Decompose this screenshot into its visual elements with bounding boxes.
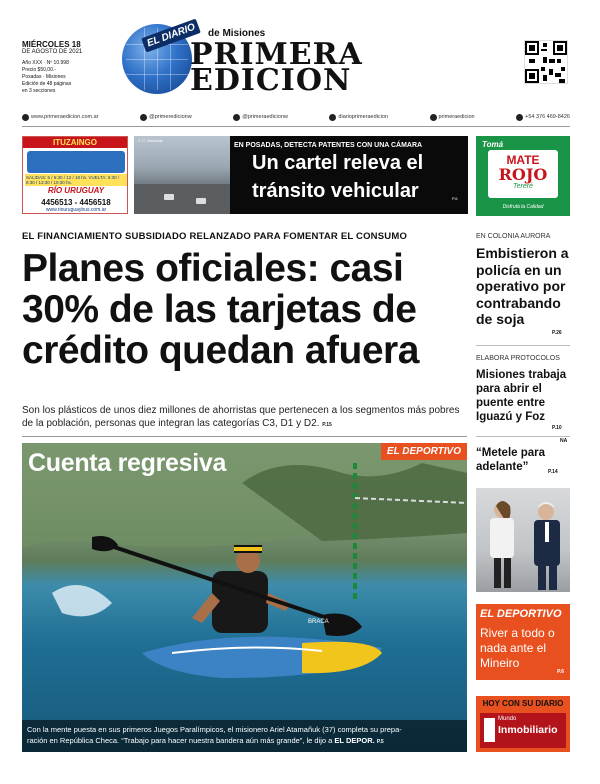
divider bbox=[22, 436, 467, 437]
twitter-icon bbox=[140, 114, 147, 121]
divider bbox=[22, 126, 570, 127]
sports-teaser[interactable] bbox=[476, 604, 570, 680]
page-ref: P.14 bbox=[548, 469, 558, 475]
politicians-photo bbox=[476, 488, 570, 592]
kayaker-illustration bbox=[22, 443, 467, 752]
divider bbox=[476, 345, 570, 346]
caption-source: EL DEPOR. bbox=[334, 736, 375, 745]
lead-photo[interactable] bbox=[22, 443, 467, 752]
building-icon bbox=[484, 718, 495, 742]
teaser-kicker: EN POSADAS, DETECTA PATENTES CON UNA CÁMARA bbox=[234, 142, 423, 149]
side-headline[interactable]: “Metele para adelante” bbox=[476, 447, 546, 473]
bus-advertisement[interactable] bbox=[22, 136, 128, 214]
meta-line: Precio $50,00.- bbox=[22, 67, 56, 73]
traffic-story-teaser[interactable] bbox=[134, 136, 468, 214]
divider bbox=[476, 436, 570, 437]
supplement-mundo: Mundo bbox=[498, 716, 517, 722]
meta-line: Año XXX · Nº 10.998 bbox=[22, 60, 69, 66]
main-deck bbox=[22, 404, 467, 432]
supplement-label: HOY CON SU DIARIO bbox=[482, 699, 564, 708]
social-links-bar bbox=[22, 111, 570, 123]
page-ref: P.15 bbox=[322, 422, 332, 428]
social-link[interactable]: @primeredicionw bbox=[140, 111, 192, 123]
ad-destination: ITUZAINGO bbox=[23, 137, 127, 148]
supplement-promo[interactable] bbox=[476, 696, 570, 752]
page-ref: P.5 bbox=[376, 739, 384, 745]
ad-toma: Tomá bbox=[482, 140, 504, 149]
ad-mate: MATE bbox=[506, 153, 540, 167]
source-label: NA bbox=[560, 438, 568, 444]
bus-image-icon bbox=[27, 151, 125, 173]
ad-schedule: SALIDAS: 5 / 6:30 / 12 / 18 hs. VUELTA: 6:30 / 8:30 / 13:30 / 19:30 hs. bbox=[25, 174, 127, 186]
side-kicker: EN COLONIA AURORA bbox=[476, 233, 551, 240]
caption-line2: ración en República Checa. “Trabajo para hacer nuestra bandera aún más grande”, le dijo a bbox=[27, 736, 333, 745]
ad-terere: Tereré bbox=[513, 183, 533, 190]
qr-code-icon bbox=[524, 40, 568, 84]
photo-caption bbox=[22, 720, 467, 752]
brand-primera: PRIMERA bbox=[190, 37, 363, 72]
car-icon bbox=[164, 194, 174, 200]
main-kicker: EL FINANCIAMIENTO SUBSIDIADO RELANZADO PARA FOMENTAR EL CONSUMO bbox=[22, 231, 408, 242]
edition-month: DE AGOSTO DE 2021 bbox=[22, 49, 83, 55]
meta-line: en 3 secciones bbox=[22, 88, 56, 94]
mate-rojo-advertisement[interactable] bbox=[476, 136, 570, 216]
car-icon bbox=[196, 198, 206, 204]
logo-el-diario: EL DIARIO bbox=[141, 18, 201, 52]
photo-headline: Cuenta regresiva bbox=[28, 449, 227, 477]
paddle-brand: BRACA bbox=[308, 619, 329, 625]
main-headline[interactable]: Planes oficiales: casi 30% de las tarjetas de crédito quedan afuera bbox=[22, 247, 419, 372]
page-ref: P.6 bbox=[557, 669, 564, 675]
social-link[interactable]: +54 376 469-8426 bbox=[516, 111, 570, 123]
social-link[interactable]: diarioprimeraedicion bbox=[329, 111, 388, 123]
globe-icon bbox=[22, 114, 29, 121]
brand-edicion: EDICION bbox=[190, 63, 352, 98]
section-tag: EL DEPORTIVO bbox=[381, 443, 467, 460]
side-kicker: ELABORA PROTOCOLOS bbox=[476, 355, 560, 362]
ad-slogan: Disfrutá la Calidad bbox=[502, 204, 544, 210]
facebook-icon bbox=[233, 114, 240, 121]
social-link[interactable]: primeraedicion bbox=[430, 111, 475, 123]
teaser-headline-line2: tránsito vehicular bbox=[252, 180, 419, 202]
social-link[interactable]: www.primeraedicion.com.ar bbox=[22, 111, 99, 123]
edition-day: MIÉRCOLES 18 bbox=[22, 40, 81, 49]
ad-phone: 4456513 - 4456518 bbox=[41, 198, 111, 207]
whatsapp-icon bbox=[516, 114, 523, 121]
photo-credit: J. C. Marchak bbox=[138, 138, 163, 143]
meta-line: Edición de 48 páginas bbox=[22, 81, 72, 87]
page-ref: P.10 bbox=[552, 425, 562, 431]
youtube-icon bbox=[430, 114, 437, 121]
ad-rojo: ROJO bbox=[498, 165, 548, 184]
deck-text: Son los plásticos de unos diez millones de ahorristas que pertenecen a los segmentos más pobres de la población, personas que integran las categorías C3, D1 y D2. bbox=[22, 405, 460, 429]
instagram-icon bbox=[329, 114, 336, 121]
logo-de-misiones: de Misiones bbox=[208, 28, 266, 39]
supplement-title: Inmobiliario bbox=[498, 724, 558, 736]
sports-headline: River a todo o nada ante el Mineiro bbox=[480, 626, 555, 670]
side-headline[interactable]: Embistieron a policía en un operativo por contrabando de soja bbox=[476, 245, 569, 327]
ad-url: www.riouruguaybus.com.ar bbox=[45, 207, 107, 213]
meta-line: Posadas · Misiones bbox=[22, 74, 66, 80]
ad-company: RÍO URUGUAY bbox=[47, 186, 105, 195]
caption-line1: Con la mente puesta en sus primeros Juegos Paralímpicos, el misionero Ariel Atamañuk (37) completa su prepa- bbox=[27, 725, 402, 734]
page-ref: P.26 bbox=[552, 330, 562, 336]
teaser-headline-line1: Un cartel releva el bbox=[252, 152, 424, 174]
page-ref: P.6 bbox=[452, 196, 458, 201]
social-link[interactable]: @primeraedicionw bbox=[233, 111, 288, 123]
section-label: EL DEPORTIVO bbox=[480, 608, 562, 620]
side-headline[interactable]: Misiones trabaja para abrir el puente entre Iguazú y Foz bbox=[476, 369, 567, 423]
